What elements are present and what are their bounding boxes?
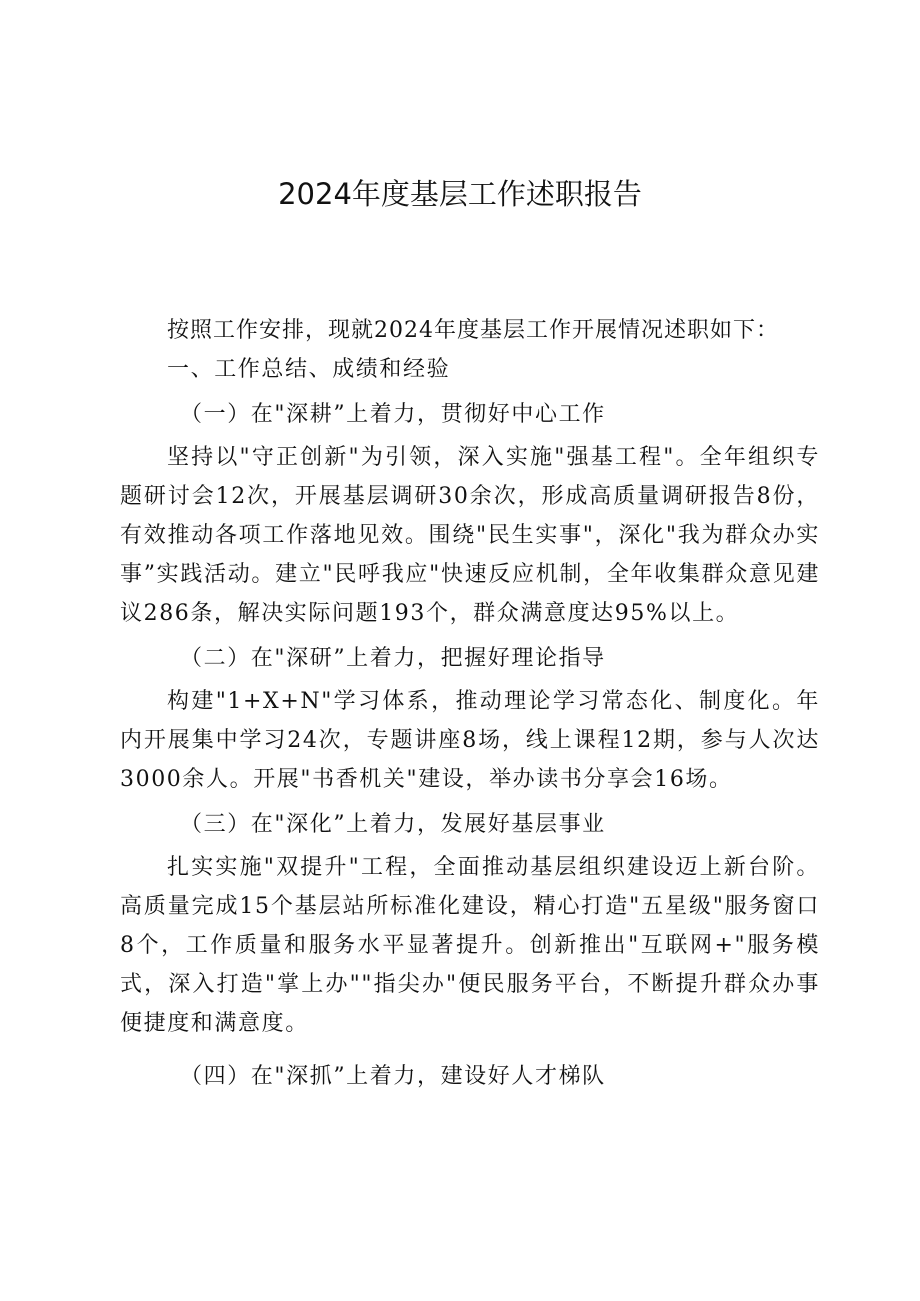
subsection-1-heading: （一）在"深耕”上着力，贯彻好中心工作 bbox=[180, 402, 606, 427]
subsection-2-body: 构建"1+X+N"学习体系，推动理论学习常态化、制度化。年内开展集中学习24次，专题讲座8场，线上课程12期，参与人次达3000余人。开展"书香机关"建设，举办读书分享会16场。 bbox=[120, 689, 820, 792]
subsection-2-heading: （二）在"深研”上着力，把握好理论指导 bbox=[180, 646, 606, 671]
intro-paragraph: 按照工作安排，现就2024年度基层工作开展情况述职如下： bbox=[167, 318, 779, 343]
document-body bbox=[120, 311, 820, 1100]
section-heading: 一、工作总结、成绩和经验 bbox=[167, 357, 451, 382]
subsection-3-body: 扎实实施"双提升"工程，全面推动基层组织建设迈上新台阶。高质量完成15个基层站所标准化建设，精心打造"五星级"服务窗口8个，工作质量和服务水平显著提升。创新推出"互联网+"服务模式，深入打造"掌上办""指尖办"便民服务平台，不断提升群众办事便捷度和满意度。 bbox=[120, 855, 820, 1036]
document-title: 2024年度基层工作述职报告 bbox=[278, 177, 642, 211]
subsection-4-heading: （四）在"深抓”上着力，建设好人才梯队 bbox=[180, 1064, 606, 1089]
subsection-3-heading: （三）在"深化”上着力，发展好基层事业 bbox=[180, 812, 606, 837]
subsection-1-body: 坚持以"守正创新"为引领，深入实施"强基工程"。全年组织专题研讨会12次，开展基层调研30余次，形成高质量调研报告8份，有效推动各项工作落地见效。围绕"民生实事"，深化"我为群众办实事”实践活动。建立"民呼我应"快速反应机制，全年收集群众意见建议286条，解决实际问题193个，群众满意度达95%以上。 bbox=[120, 445, 820, 626]
